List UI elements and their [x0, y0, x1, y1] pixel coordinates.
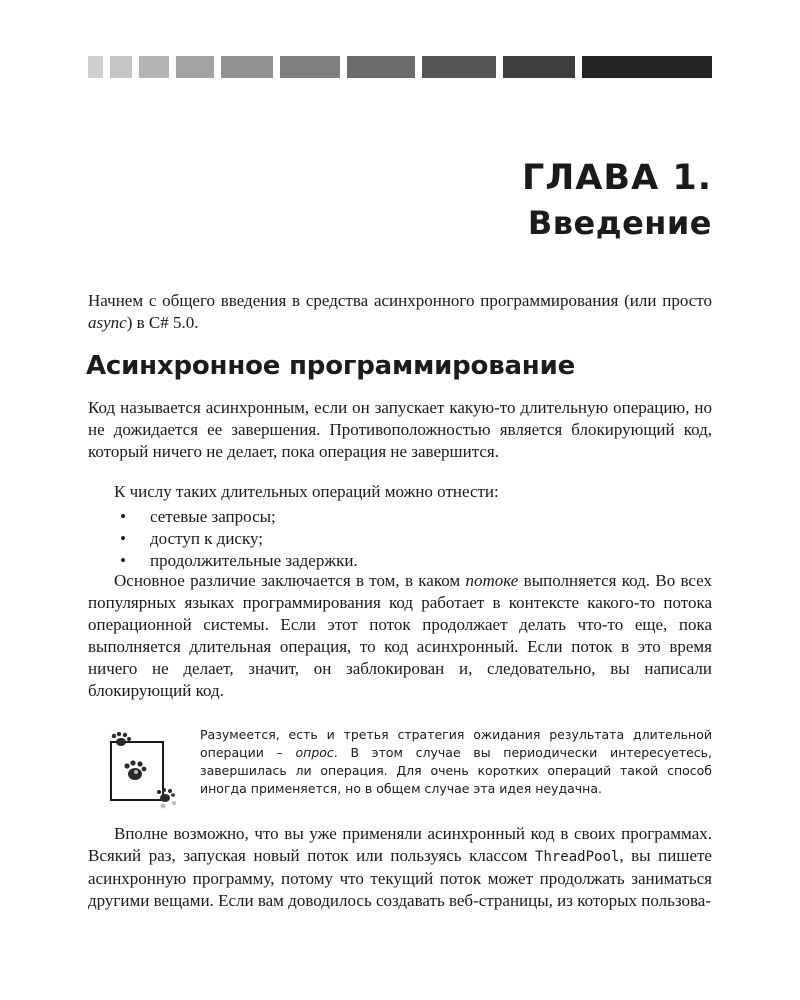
header-bar-segment — [110, 56, 132, 78]
section-paragraph-1: Код называется асинхронным, если он запускает какую-то длительную операцию, но не дожидается ее завершения. Противоположностью является блокирующий код, который ничего не делает, пока операция не завершится. — [88, 398, 712, 461]
header-bar-segment — [280, 56, 340, 78]
header-bar-segment — [503, 56, 575, 78]
chapter-title: Введение — [527, 204, 712, 242]
header-bar-segment — [422, 56, 496, 78]
operations-list — [120, 506, 358, 572]
intro-paragraph: Начнем с общего введения в средства асинхронного программирования (или просто async) в C# 5.0. — [88, 291, 712, 332]
list-item: • продолжительные задержки. — [120, 551, 358, 570]
note-text: Разумеется, есть и третья стратегия ожидания результата длительной операции – опрос. В этом случае вы периодически интересуетесь, завершилась ли операция. Для очень коротких операций такой способ иногда применяется, но в общем случае эта идея неудачна. — [200, 727, 712, 796]
header-bar-segment — [347, 56, 415, 78]
header-bar-segment — [582, 56, 712, 78]
header-bar-segment — [88, 56, 103, 78]
threadpool-code: ThreadPool — [535, 849, 620, 865]
raccoon-paws-note-icon — [103, 732, 183, 812]
section-paragraph-3: Основное различие заключается в том, в каком потоке выполняется код. Во всех популярных языках программирования код работает в контексте какого-то потока операционной системы. Если этот поток продолжает делать что-то еще, пока выполняется длительная операция, то код асинхронный. Если поток в это время ничего не делает, значит, он заблокирован и, следовательно, вы написали блокирующий код. — [88, 571, 712, 700]
section-paragraph-2: К числу таких длительных операций можно отнести: — [114, 482, 499, 501]
section-heading: Асинхронное программирование — [86, 351, 576, 381]
header-bar-segment — [139, 56, 169, 78]
list-item: • сетевые запросы; — [120, 507, 276, 526]
header-bar-segment — [221, 56, 273, 78]
list-item: • доступ к диску; — [120, 529, 263, 548]
chapter-number: ГЛАВА 1. — [521, 158, 712, 198]
chapter-heading — [522, 155, 712, 245]
header-bar-segment — [176, 56, 214, 78]
closing-paragraph: Вполне возможно, что вы уже применяли асинхронный код в своих программах. Всякий раз, запуская новый поток или пользуясь классом ThreadPool, вы пишете асинхронную программу, потому что текущий поток может продолжать заниматься другими вещами. Если вам доводилось создавать веб-страницы, из которых пользова- — [88, 824, 712, 910]
